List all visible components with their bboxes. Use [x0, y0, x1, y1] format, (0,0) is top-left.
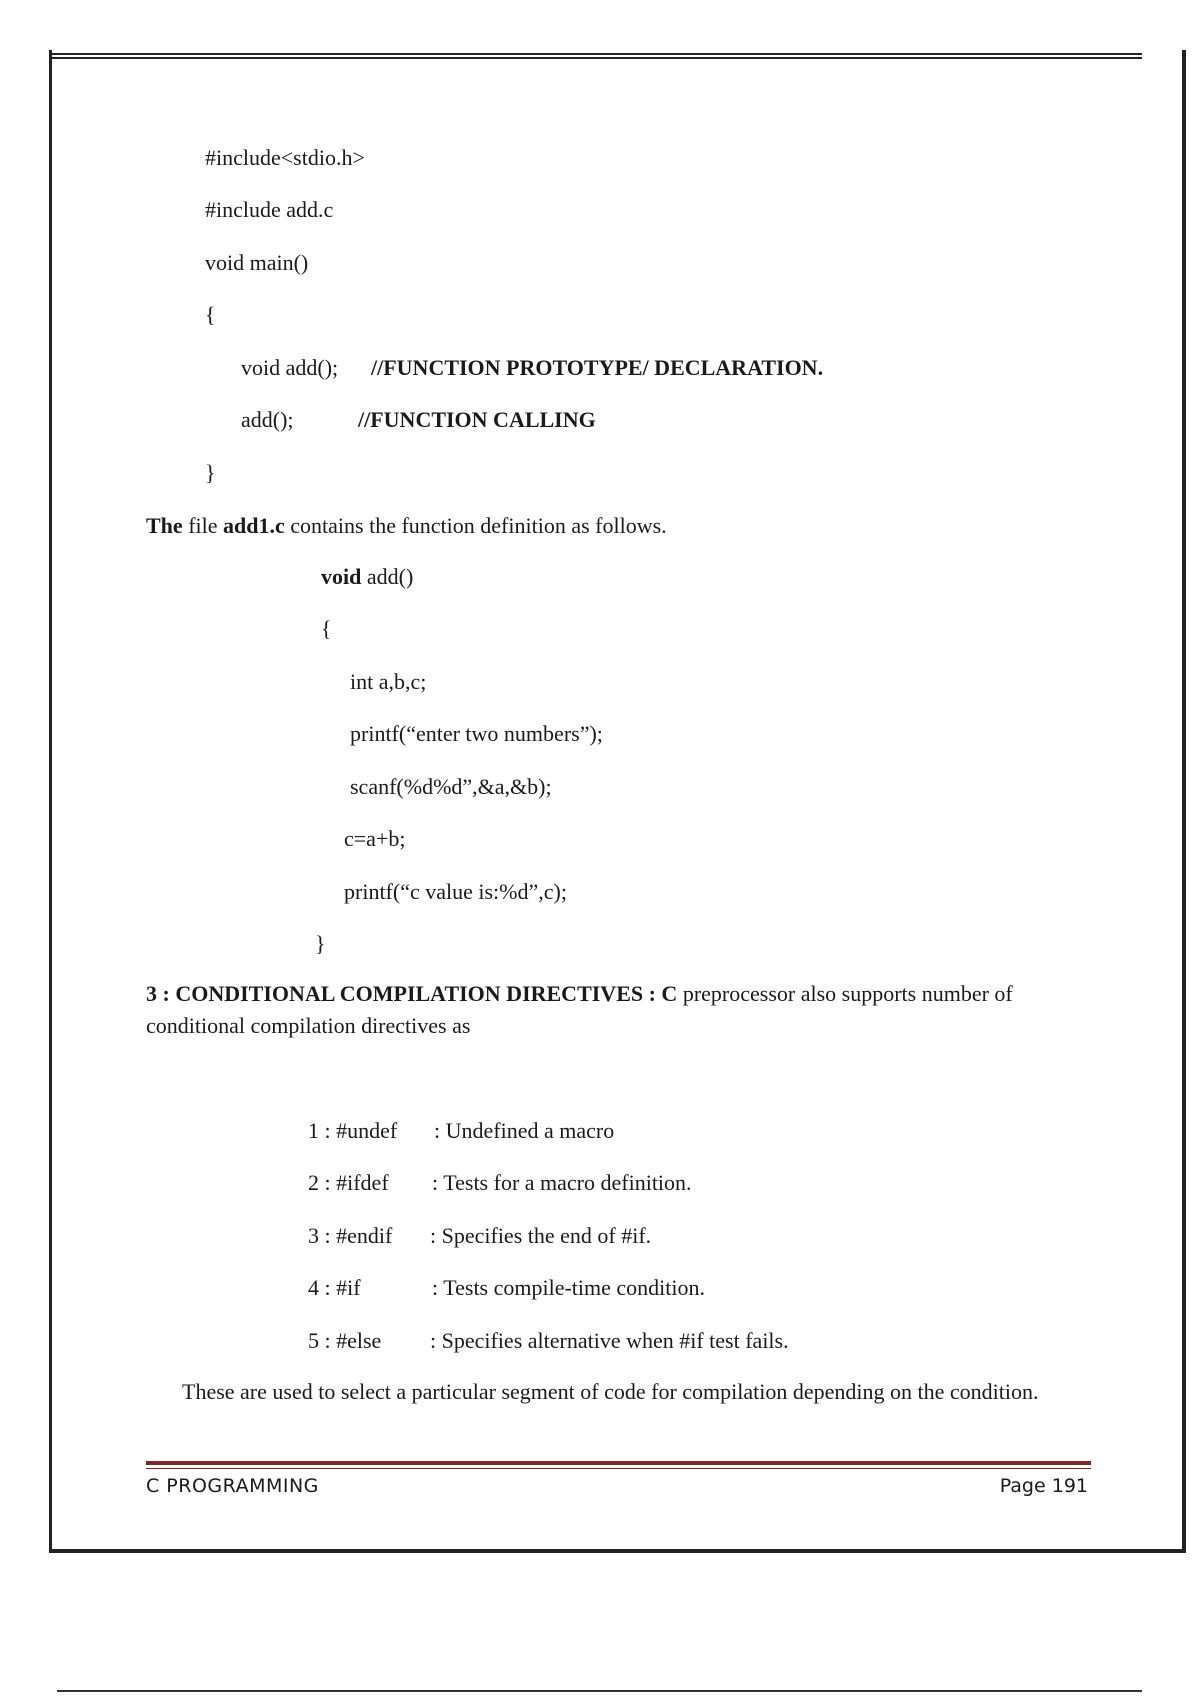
- directive-desc-else: : Specifies alternative when #if test fails.: [430, 1328, 789, 1353]
- directive-desc-undef: : Undefined a macro: [434, 1118, 615, 1143]
- directive-label-endif: 3 : #endif: [308, 1223, 393, 1248]
- intro-file: file: [182, 513, 224, 538]
- footer-title: C PROGRAMMING: [146, 1475, 319, 1497]
- add-line-sum: c=a+b;: [344, 826, 406, 851]
- add-open-brace: {: [321, 616, 332, 641]
- footer-rule-thin: [146, 1468, 1091, 1469]
- section-text: preprocessor also supports number of conditional compilation directives as: [146, 981, 1013, 1038]
- directive-label-else: 5 : #else: [308, 1328, 382, 1353]
- add-line-printf-prompt: printf(“enter two numbers”);: [350, 721, 603, 746]
- intro-the: The: [146, 513, 183, 538]
- intro-rest: contains the function definition as follows.: [284, 513, 667, 538]
- section-heading: 3 : CONDITIONAL COMPILATION DIRECTIVES : C: [146, 981, 678, 1006]
- add-line-scanf: scanf(%d%d”,&a,&b);: [350, 774, 552, 799]
- add-close-brace: }: [315, 931, 326, 956]
- add-signature-rest: add(): [361, 564, 414, 589]
- code-comment-calling: //FUNCTION CALLING: [358, 407, 596, 432]
- add-signature: [321, 564, 413, 590]
- page-frame-left: [49, 50, 52, 1552]
- section-paragraph: [146, 978, 1081, 1042]
- next-page-rule: [57, 1690, 1142, 1692]
- directive-desc-endif: : Specifies the end of #if.: [430, 1223, 652, 1248]
- intro-sentence: [146, 513, 667, 539]
- keyword-void: void: [321, 564, 362, 589]
- page-frame-top: [52, 53, 1142, 55]
- directive-label-undef: 1 : #undef: [308, 1118, 398, 1143]
- intro-filename: add1.c: [223, 513, 285, 538]
- add-line-printf-result: printf(“c value is:%d”,c);: [344, 879, 567, 904]
- page-frame-top-inner: [52, 57, 1142, 59]
- code-line-prototype: void add();: [241, 355, 339, 380]
- code-line-include-add: #include add.c: [205, 197, 334, 222]
- code-line-close-brace: }: [205, 460, 216, 485]
- directive-label-if: 4 : #if: [308, 1275, 361, 1300]
- page-number: Page 191: [999, 1475, 1088, 1497]
- directive-label-ifdef: 2 : #ifdef: [308, 1170, 389, 1195]
- footer-rule: [146, 1461, 1091, 1465]
- page-frame-bottom: [49, 1549, 1186, 1553]
- code-line-include-stdio: #include<stdio.h>: [205, 145, 365, 170]
- code-comment-prototype: //FUNCTION PROTOTYPE/ DECLARATION.: [371, 355, 824, 380]
- code-line-open-brace: {: [205, 302, 216, 327]
- code-line-call: add();: [241, 407, 294, 432]
- directive-desc-if: : Tests compile-time condition.: [432, 1275, 706, 1300]
- page-frame-right: [1182, 50, 1186, 1553]
- add-line-declare: int a,b,c;: [350, 669, 427, 694]
- code-line-void-main: void main(): [205, 250, 309, 275]
- directive-desc-ifdef: : Tests for a macro definition.: [432, 1170, 692, 1195]
- closing-paragraph: These are used to select a particular segment of code for compilation depending on the condition.: [182, 1379, 1039, 1404]
